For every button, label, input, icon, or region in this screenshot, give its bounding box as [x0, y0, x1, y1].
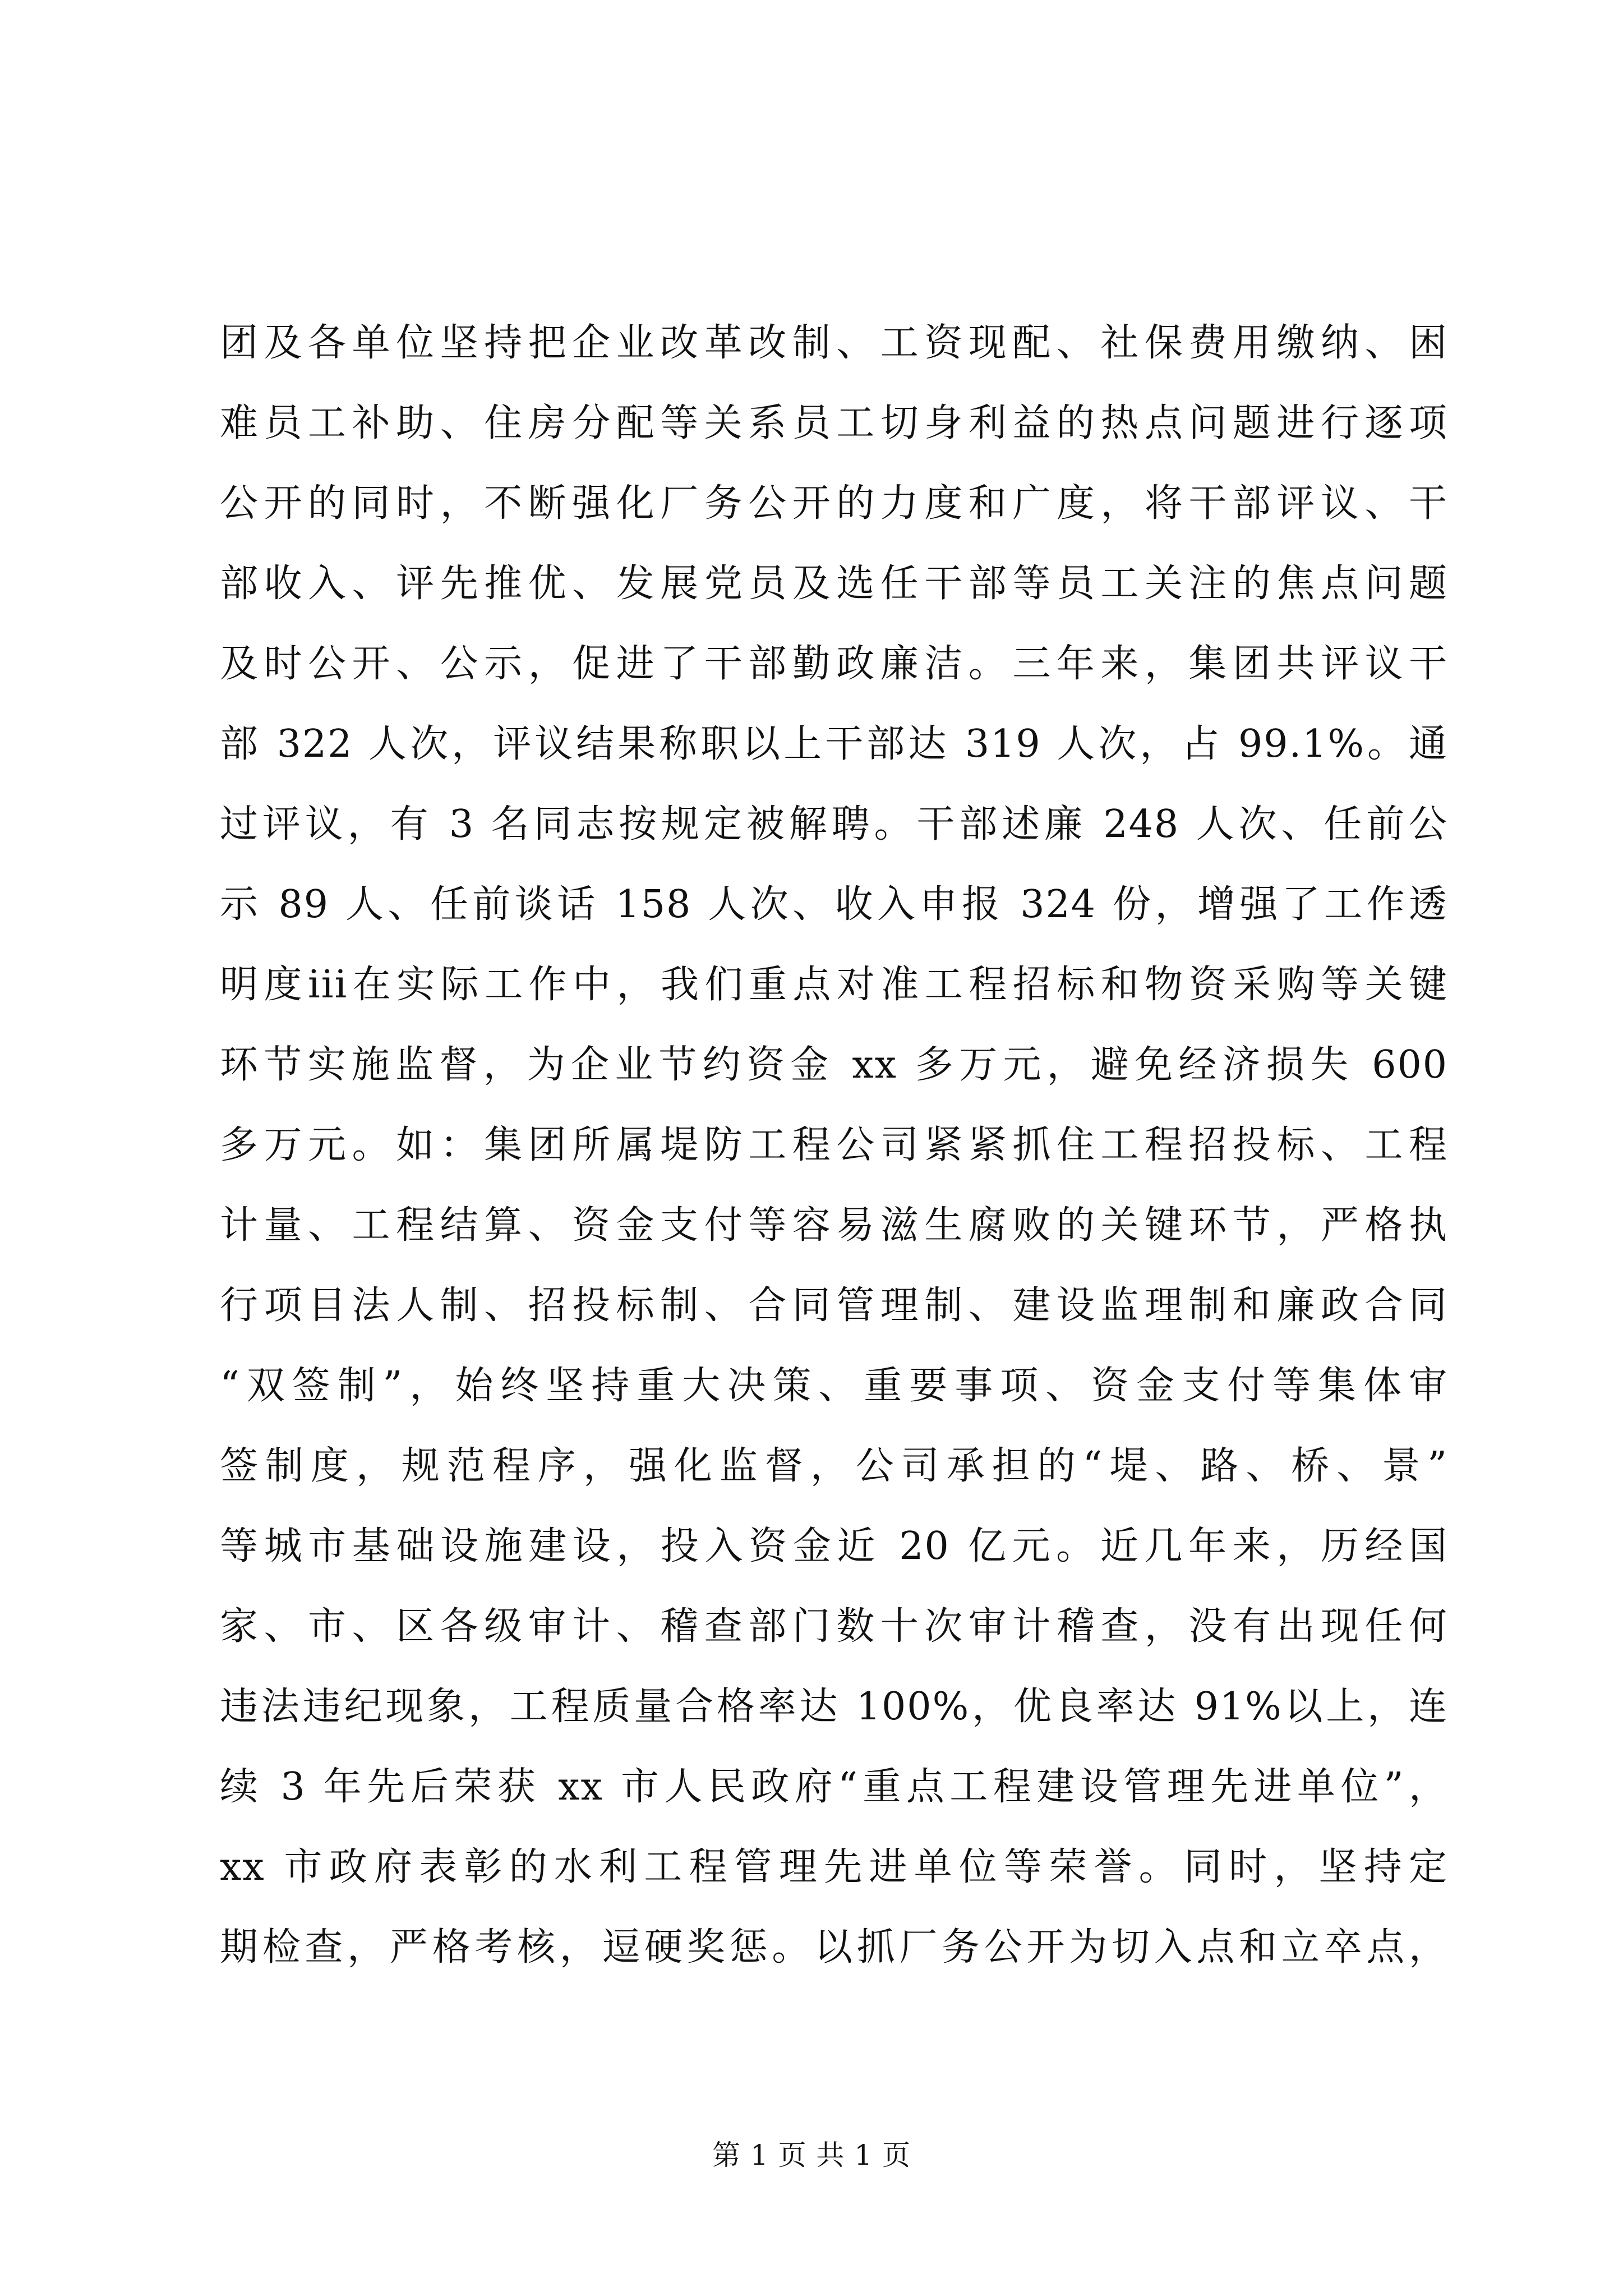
text-line: 团及各单位坚持把企业改革改制、工资现配、社保费用缴纳、困	[220, 321, 1448, 365]
text-line: 违法违纪现象，工程质量合格率达 100%，优良率达 91%以上，连	[220, 1685, 1448, 1729]
text-line: 等城市基础设施建设，投入资金近 20 亿元。近几年来，历经国	[220, 1524, 1448, 1568]
text-line: 难员工补助、住房分配等关系员工切身利益的热点问题进行逐项	[220, 401, 1448, 445]
text-line: 环节实施监督，为企业节约资金 xx 多万元，避免经济损失 600	[220, 1043, 1448, 1087]
text-line: xx 市政府表彰的水利工程管理先进单位等荣誉。同时，坚持定	[220, 1845, 1448, 1889]
text-line: 公开的同时，不断强化厂务公开的力度和广度，将干部评议、干	[220, 481, 1448, 526]
text-line: 部 322 人次，评议结果称职以上干部达 319 人次，占 99.1%。通	[220, 722, 1448, 766]
text-line: 行项目法人制、招投标制、合同管理制、建设监理制和廉政合同	[220, 1283, 1448, 1328]
text-line: 家、市、区各级审计、稽查部门数十次审计稽查，没有出现任何	[220, 1604, 1448, 1649]
text-line: 多万元。如：集团所属堤防工程公司紧紧抓住工程招投标、工程	[220, 1123, 1448, 1167]
text-line: 明度iii在实际工作中，我们重点对准工程招标和物资采购等关键	[220, 963, 1448, 1007]
body-text	[220, 303, 1448, 1987]
text-line: “双签制”，始终坚持重大决策、重要事项、资金支付等集体审	[220, 1364, 1448, 1408]
text-line: 签制度，规范程序，强化监督，公司承担的“堤、路、桥、景”	[220, 1444, 1448, 1488]
text-line: 计量、工程结算、资金支付等容易滋生腐败的关键环节，严格执	[220, 1203, 1448, 1248]
text-line: 期检查，严格考核，逗硬奖惩。以抓厂务公开为切入点和立卒点，	[220, 1925, 1448, 1970]
text-line: 示 89 人、任前谈话 158 人次、收入申报 324 份，增强了工作透	[220, 882, 1448, 927]
text-line: 部收入、评先推优、发展党员及选任干部等员工关注的焦点问题	[220, 562, 1448, 606]
page-footer: 第 1 页 共 1 页	[712, 2139, 911, 2171]
text-line: 过评议，有 3 名同志按规定被解聘。干部述廉 248 人次、任前公	[220, 802, 1448, 846]
text-line: 及时公开、公示，促进了干部勤政廉洁。三年来，集团共评议干	[220, 642, 1448, 686]
text-line: 续 3 年先后荣获 xx 市人民政府“重点工程建设管理先进单位”，	[220, 1765, 1448, 1809]
